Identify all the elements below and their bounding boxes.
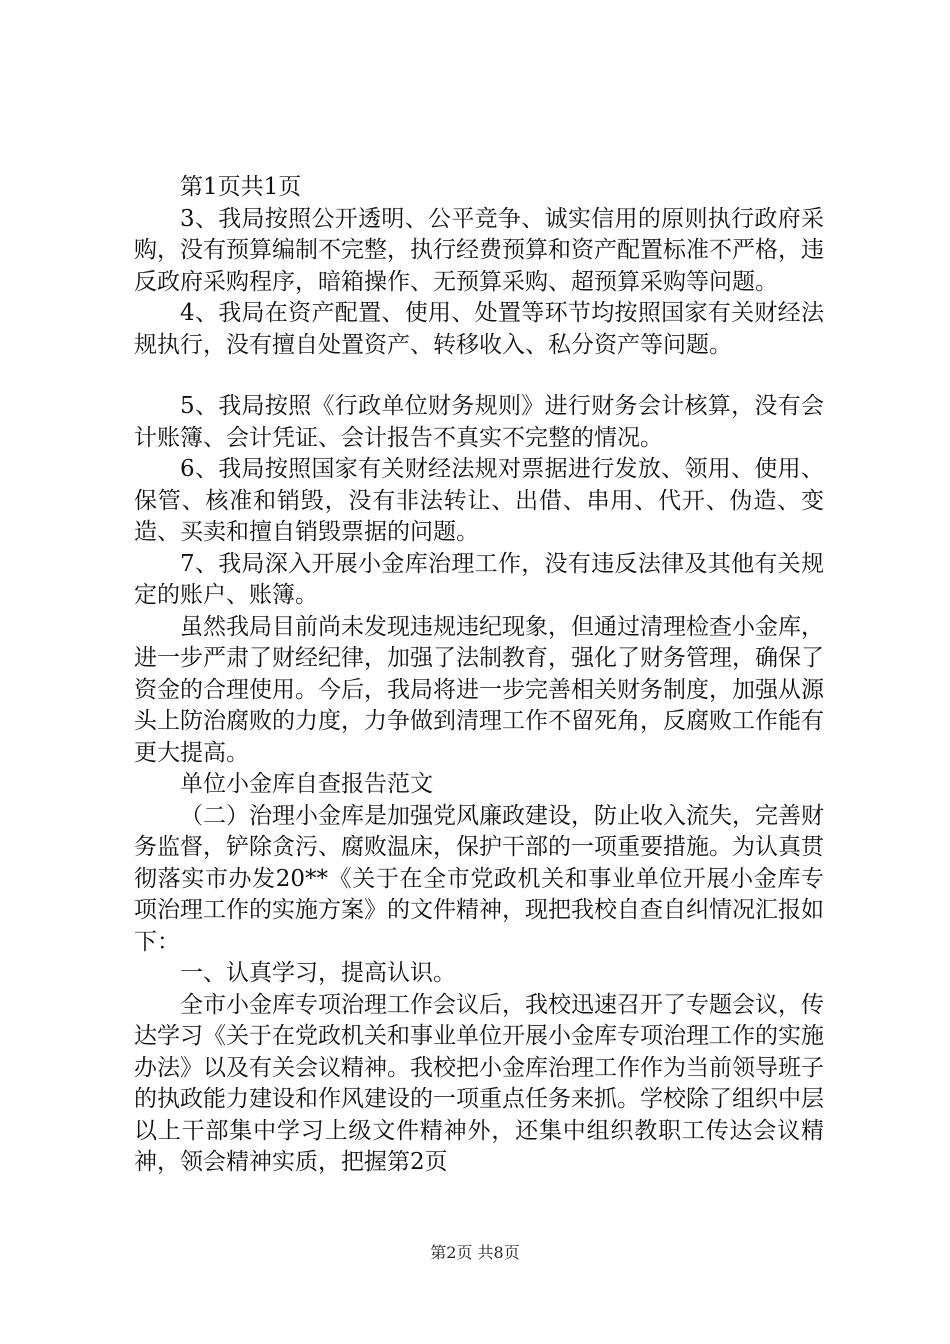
subsection-heading: 一、认真学习，提高认识。 bbox=[180, 960, 456, 986]
intro-paragraph: （二）治理小金库是加强党风廉政建设，防止收入流失，完善财务监督，铲除贪污、腐败温床，保护干部的一项重要措施。为认真贯彻落实市办发20**《关于在全市党政机关和事业单位开展小金库专项治理工作的实施方案》的文件精神，现把我校自查自纠情况汇报如下： bbox=[134, 802, 824, 955]
conclusion-paragraph: 虽然我局目前尚未发现违规违纪现象，但通过清理检查小金库，进一步严肃了财经纪律，加强了法制教育，强化了财务管理，确保了资金的合理使用。今后，我局将进一步完善相关财务制度，加强从源头上防治腐败的力度，力争做到清理工作不留死角，反腐败工作能有更大提高。 bbox=[134, 613, 824, 766]
document-body bbox=[134, 172, 824, 1179]
body-paragraph: 全市小金库专项治理工作会议后，我校迅速召开了专题会议，传达学习《关于在党政机关和事业单位开展小金库专项治理工作的实施办法》以及有关会议精神。我校把小金库治理工作作为当前领导班子的执政能力建设和作风建设的一项重点任务来抓。学校除了组织中层以上干部集中学习上级文件精神外，还集中组织教职工传达会议精神，领会精神实质，把握第2页 bbox=[134, 991, 824, 1175]
paragraph-item-3: 3、我局按照公开透明、公平竞争、诚实信用的原则执行政府采购，没有预算编制不完整，执行经费预算和资产配置标准不严格，违反政府采购程序，暗箱操作、无预算采购、超预算采购等问题。 bbox=[134, 205, 824, 295]
page-footer: 第2页 共8页 bbox=[430, 1243, 520, 1262]
paragraph-item-4: 4、我局在资产配置、使用、处置等环节均按照国家有关财经法规执行，没有擅自处置资产、转移收入、私分资产等问题。 bbox=[134, 300, 824, 358]
paragraph-item-7: 7、我局深入开展小金库治理工作，没有违反法律及其他有关规定的账户、账簿。 bbox=[134, 550, 824, 608]
page-counter-line: 第1页共1页 bbox=[180, 174, 302, 200]
paragraph-item-6: 6、我局按照国家有关财经法规对票据进行发放、领用、使用、保管、核准和销毁，没有非法转让、出借、串用、代开、伪造、变造、买卖和擅自销毁票据的问题。 bbox=[134, 456, 824, 545]
section-heading: 单位小金库自查报告范文 bbox=[180, 771, 433, 797]
paragraph-item-5: 5、我局按照《行政单位财务规则》进行财务会计核算，没有会计账簿、会计凭证、会计报告不真实不完整的情况。 bbox=[134, 393, 824, 451]
